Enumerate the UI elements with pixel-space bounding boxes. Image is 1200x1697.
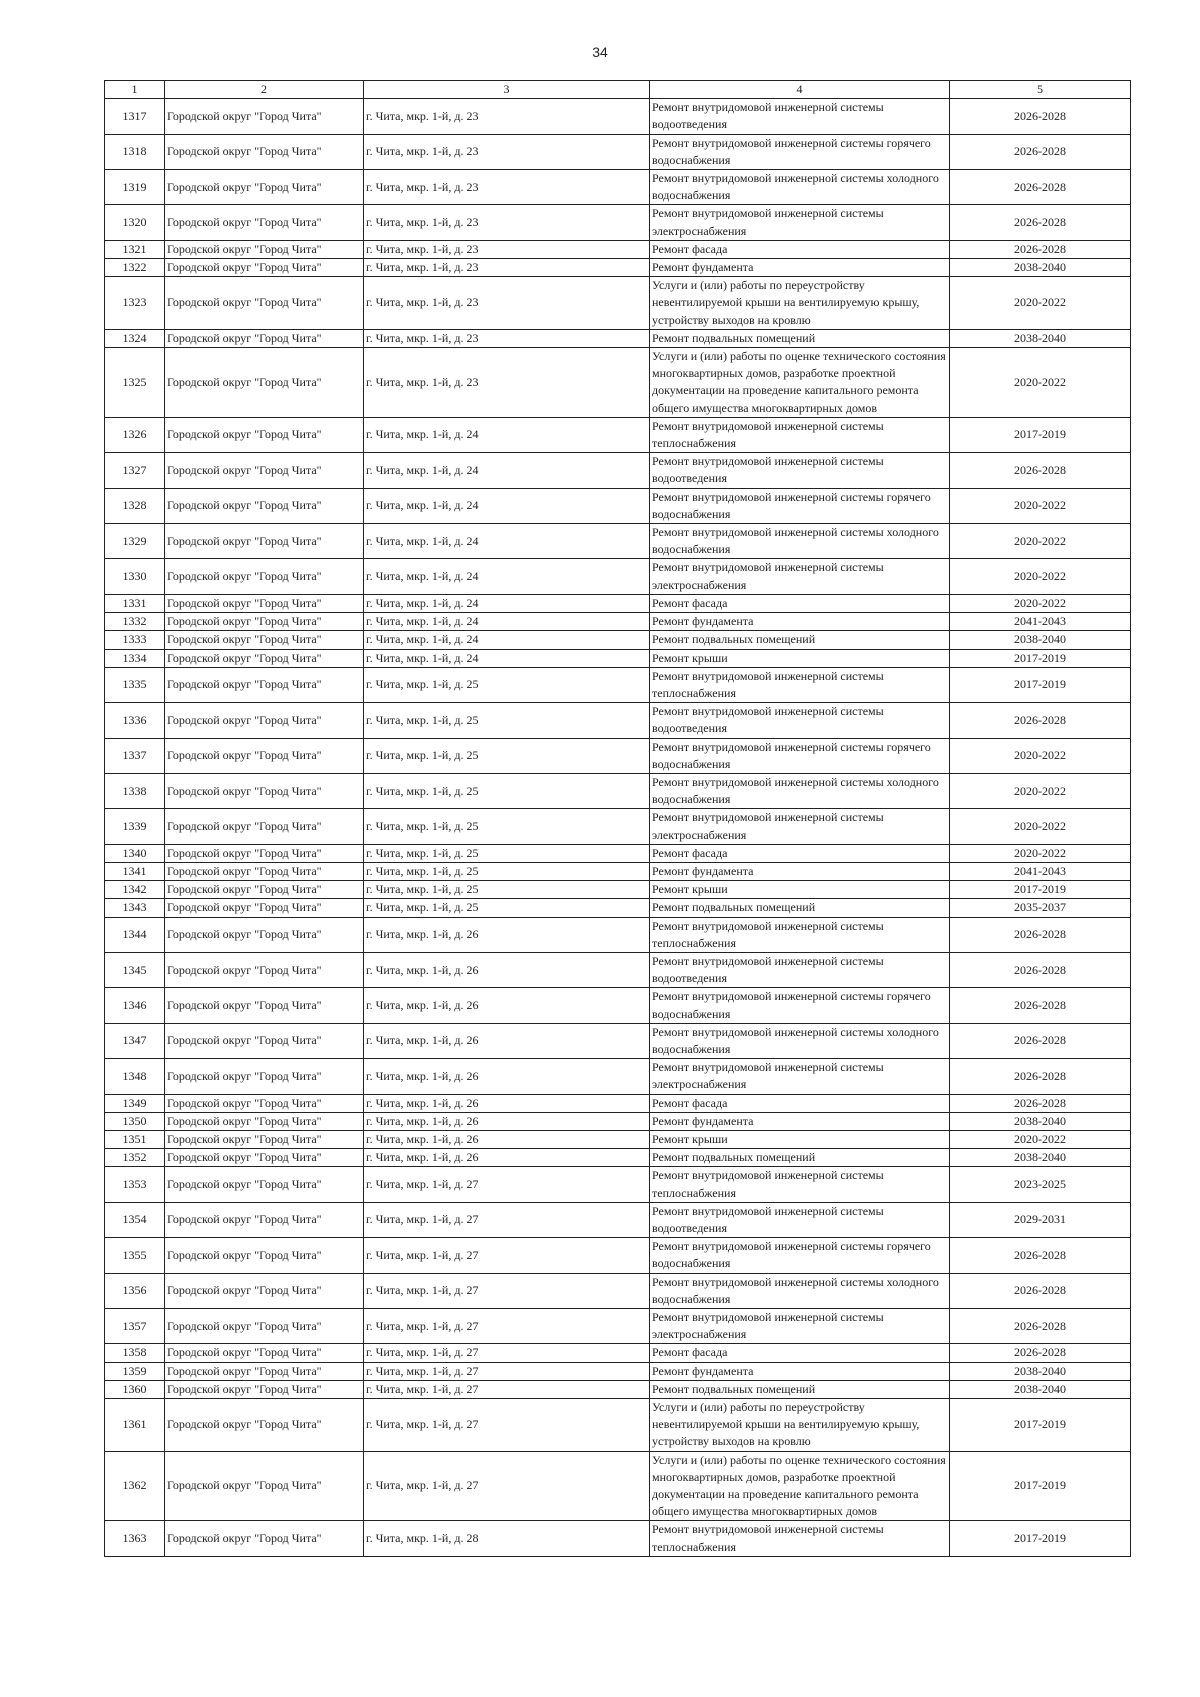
address: г. Чита, мкр. 1-й, д. 25 (364, 899, 650, 917)
row-number: 1323 (105, 277, 165, 330)
municipality: Городской округ "Город Чита" (165, 1399, 364, 1452)
row-number: 1337 (105, 738, 165, 773)
table-row (105, 205, 1131, 240)
work-type: Ремонт внутридомовой инженерной системы теплоснабжения (650, 417, 950, 452)
period: 2017-2019 (950, 1521, 1131, 1556)
page-number: 34 (592, 44, 608, 60)
period: 2026-2028 (950, 988, 1131, 1023)
address: г. Чита, мкр. 1-й, д. 25 (364, 738, 650, 773)
row-number: 1353 (105, 1167, 165, 1202)
municipality: Городской округ "Город Чита" (165, 594, 364, 612)
table-row (105, 613, 1131, 631)
period: 2041-2043 (950, 613, 1131, 631)
table-row (105, 1059, 1131, 1094)
address: г. Чита, мкр. 1-й, д. 23 (364, 240, 650, 258)
row-number: 1360 (105, 1380, 165, 1398)
work-type: Ремонт фундамента (650, 1362, 950, 1380)
table-row (105, 703, 1131, 738)
table-row (105, 1238, 1131, 1273)
address: г. Чита, мкр. 1-й, д. 23 (364, 329, 650, 347)
address: г. Чита, мкр. 1-й, д. 23 (364, 134, 650, 169)
period: 2020-2022 (950, 844, 1131, 862)
municipality: Городской округ "Город Чита" (165, 773, 364, 808)
address: г. Чита, мкр. 1-й, д. 27 (364, 1344, 650, 1362)
municipality: Городской округ "Город Чита" (165, 259, 364, 277)
work-type: Ремонт внутридомовой инженерной системы горячего водоснабжения (650, 134, 950, 169)
work-type: Ремонт подвальных помещений (650, 631, 950, 649)
table-row (105, 348, 1131, 418)
municipality: Городской округ "Город Чита" (165, 703, 364, 738)
municipality: Городской округ "Город Чита" (165, 952, 364, 987)
row-number: 1341 (105, 862, 165, 880)
period: 2017-2019 (950, 667, 1131, 702)
period: 2017-2019 (950, 1399, 1131, 1452)
table-row (105, 1273, 1131, 1308)
address: г. Чита, мкр. 1-й, д. 26 (364, 1149, 650, 1167)
period: 2026-2028 (950, 170, 1131, 205)
work-type: Ремонт внутридомовой инженерной системы теплоснабжения (650, 667, 950, 702)
municipality: Городской округ "Город Чита" (165, 1521, 364, 1556)
table-row (105, 649, 1131, 667)
municipality: Городской округ "Город Чита" (165, 1149, 364, 1167)
work-type: Ремонт внутридомовой инженерной системы горячего водоснабжения (650, 1238, 950, 1273)
table-row (105, 738, 1131, 773)
column-header: 1 (105, 81, 165, 99)
work-type: Ремонт подвальных помещений (650, 329, 950, 347)
period: 2026-2028 (950, 1023, 1131, 1058)
period: 2020-2022 (950, 348, 1131, 418)
table-row (105, 1399, 1131, 1452)
table-row (105, 862, 1131, 880)
period: 2026-2028 (950, 703, 1131, 738)
address: г. Чита, мкр. 1-й, д. 27 (364, 1167, 650, 1202)
column-header: 5 (950, 81, 1131, 99)
address: г. Чита, мкр. 1-й, д. 24 (364, 594, 650, 612)
row-number: 1334 (105, 649, 165, 667)
address: г. Чита, мкр. 1-й, д. 26 (364, 1094, 650, 1112)
row-number: 1361 (105, 1399, 165, 1452)
municipality: Городской округ "Город Чита" (165, 1130, 364, 1148)
municipality: Городской округ "Город Чита" (165, 559, 364, 594)
address: г. Чита, мкр. 1-й, д. 24 (364, 559, 650, 594)
table-row (105, 329, 1131, 347)
address: г. Чита, мкр. 1-й, д. 25 (364, 809, 650, 844)
address: г. Чита, мкр. 1-й, д. 25 (364, 667, 650, 702)
period: 2020-2022 (950, 738, 1131, 773)
municipality: Городской округ "Город Чита" (165, 613, 364, 631)
table-row (105, 844, 1131, 862)
work-type: Ремонт фасада (650, 1094, 950, 1112)
table-row (105, 1167, 1131, 1202)
municipality: Городской округ "Город Чита" (165, 1238, 364, 1273)
address: г. Чита, мкр. 1-й, д. 26 (364, 917, 650, 952)
address: г. Чита, мкр. 1-й, д. 23 (364, 99, 650, 134)
table-row (105, 667, 1131, 702)
row-number: 1359 (105, 1362, 165, 1380)
period: 2020-2022 (950, 594, 1131, 612)
address: г. Чита, мкр. 1-й, д. 24 (364, 649, 650, 667)
work-type: Ремонт внутридомовой инженерной системы водоотведения (650, 952, 950, 987)
address: г. Чита, мкр. 1-й, д. 26 (364, 988, 650, 1023)
municipality: Городской округ "Город Чита" (165, 862, 364, 880)
table-row (105, 631, 1131, 649)
municipality: Городской округ "Город Чита" (165, 899, 364, 917)
row-number: 1322 (105, 259, 165, 277)
row-number: 1356 (105, 1273, 165, 1308)
address: г. Чита, мкр. 1-й, д. 25 (364, 844, 650, 862)
period: 2020-2022 (950, 488, 1131, 523)
work-type: Ремонт фундамента (650, 613, 950, 631)
row-number: 1363 (105, 1521, 165, 1556)
municipality: Городской округ "Город Чита" (165, 170, 364, 205)
address: г. Чита, мкр. 1-й, д. 27 (364, 1238, 650, 1273)
work-type: Ремонт подвальных помещений (650, 1380, 950, 1398)
work-type: Ремонт внутридомовой инженерной системы электроснабжения (650, 1059, 950, 1094)
row-number: 1362 (105, 1451, 165, 1521)
address: г. Чита, мкр. 1-й, д. 23 (364, 348, 650, 418)
table-row (105, 488, 1131, 523)
address: г. Чита, мкр. 1-й, д. 27 (364, 1309, 650, 1344)
address: г. Чита, мкр. 1-й, д. 28 (364, 1521, 650, 1556)
period: 2026-2028 (950, 1094, 1131, 1112)
row-number: 1330 (105, 559, 165, 594)
period: 2017-2019 (950, 1451, 1131, 1521)
period: 2026-2028 (950, 205, 1131, 240)
work-type: Ремонт подвальных помещений (650, 1149, 950, 1167)
address: г. Чита, мкр. 1-й, д. 23 (364, 170, 650, 205)
municipality: Городской округ "Город Чита" (165, 1362, 364, 1380)
work-type: Ремонт фасада (650, 844, 950, 862)
table-row (105, 881, 1131, 899)
municipality: Городской округ "Город Чита" (165, 524, 364, 559)
row-number: 1355 (105, 1238, 165, 1273)
work-type: Ремонт крыши (650, 1130, 950, 1148)
municipality: Городской округ "Город Чита" (165, 1273, 364, 1308)
table-row (105, 1451, 1131, 1521)
municipality: Городской округ "Город Чита" (165, 649, 364, 667)
municipality: Городской округ "Город Чита" (165, 1167, 364, 1202)
work-type: Ремонт внутридомовой инженерной системы горячего водоснабжения (650, 488, 950, 523)
municipality: Городской округ "Город Чита" (165, 277, 364, 330)
period: 2020-2022 (950, 559, 1131, 594)
work-type: Ремонт внутридомовой инженерной системы электроснабжения (650, 205, 950, 240)
works-table (104, 80, 1131, 1557)
period: 2026-2028 (950, 240, 1131, 258)
row-number: 1354 (105, 1202, 165, 1237)
period: 2020-2022 (950, 1130, 1131, 1148)
address: г. Чита, мкр. 1-й, д. 24 (364, 488, 650, 523)
row-number: 1346 (105, 988, 165, 1023)
row-number: 1324 (105, 329, 165, 347)
table-header-row (105, 81, 1131, 99)
period: 2026-2028 (950, 1238, 1131, 1273)
row-number: 1351 (105, 1130, 165, 1148)
table-row (105, 99, 1131, 134)
row-number: 1345 (105, 952, 165, 987)
municipality: Городской округ "Город Чита" (165, 240, 364, 258)
municipality: Городской округ "Город Чита" (165, 1023, 364, 1058)
municipality: Городской округ "Город Чита" (165, 1451, 364, 1521)
period: 2026-2028 (950, 99, 1131, 134)
table-row (105, 1149, 1131, 1167)
address: г. Чита, мкр. 1-й, д. 25 (364, 881, 650, 899)
row-number: 1344 (105, 917, 165, 952)
work-type: Ремонт крыши (650, 649, 950, 667)
address: г. Чита, мкр. 1-й, д. 24 (364, 524, 650, 559)
table-row (105, 809, 1131, 844)
table-row (105, 952, 1131, 987)
work-type: Ремонт внутридомовой инженерной системы холодного водоснабжения (650, 524, 950, 559)
municipality: Городской округ "Город Чита" (165, 988, 364, 1023)
address: г. Чита, мкр. 1-й, д. 27 (364, 1362, 650, 1380)
municipality: Городской округ "Город Чита" (165, 1059, 364, 1094)
period: 2020-2022 (950, 773, 1131, 808)
table-row (105, 259, 1131, 277)
row-number: 1329 (105, 524, 165, 559)
address: г. Чита, мкр. 1-й, д. 27 (364, 1451, 650, 1521)
table-row (105, 134, 1131, 169)
period: 2038-2040 (950, 1380, 1131, 1398)
work-type: Услуги и (или) работы по оценке технического состояния многоквартирных домов, разработке проектной документации на проведение капитального ремонта общего имущества многоквартирных домов (650, 348, 950, 418)
row-number: 1332 (105, 613, 165, 631)
address: г. Чита, мкр. 1-й, д. 24 (364, 613, 650, 631)
row-number: 1339 (105, 809, 165, 844)
row-number: 1349 (105, 1094, 165, 1112)
period: 2038-2040 (950, 1362, 1131, 1380)
table-row (105, 1023, 1131, 1058)
row-number: 1321 (105, 240, 165, 258)
period: 2026-2028 (950, 453, 1131, 488)
municipality: Городской округ "Город Чита" (165, 1344, 364, 1362)
work-type: Ремонт внутридомовой инженерной системы водоотведения (650, 703, 950, 738)
row-number: 1350 (105, 1112, 165, 1130)
period: 2029-2031 (950, 1202, 1131, 1237)
address: г. Чита, мкр. 1-й, д. 27 (364, 1202, 650, 1237)
period: 2038-2040 (950, 1112, 1131, 1130)
work-type: Ремонт внутридомовой инженерной системы горячего водоснабжения (650, 988, 950, 1023)
table-row (105, 1362, 1131, 1380)
row-number: 1331 (105, 594, 165, 612)
municipality: Городской округ "Город Чита" (165, 631, 364, 649)
work-type: Ремонт внутридомовой инженерной системы холодного водоснабжения (650, 1023, 950, 1058)
address: г. Чита, мкр. 1-й, д. 23 (364, 259, 650, 277)
table-row (105, 594, 1131, 612)
period: 2017-2019 (950, 417, 1131, 452)
period: 2041-2043 (950, 862, 1131, 880)
municipality: Городской округ "Город Чита" (165, 417, 364, 452)
period: 2026-2028 (950, 1059, 1131, 1094)
period: 2026-2028 (950, 1273, 1131, 1308)
table-row (105, 899, 1131, 917)
period: 2038-2040 (950, 1149, 1131, 1167)
row-number: 1352 (105, 1149, 165, 1167)
work-type: Услуги и (или) работы по переустройству невентилируемой крыши на вентилируемую крышу, устройству выходов на кровлю (650, 1399, 950, 1452)
table-row (105, 170, 1131, 205)
work-type: Ремонт крыши (650, 881, 950, 899)
table-row (105, 277, 1131, 330)
table-row (105, 773, 1131, 808)
municipality: Городской округ "Город Чита" (165, 348, 364, 418)
table-row (105, 1202, 1131, 1237)
municipality: Городской округ "Город Чита" (165, 329, 364, 347)
work-type: Ремонт фундамента (650, 259, 950, 277)
table-row (105, 417, 1131, 452)
municipality: Городской округ "Город Чита" (165, 99, 364, 134)
work-type: Услуги и (или) работы по оценке технического состояния многоквартирных домов, разработке проектной документации на проведение капитального ремонта общего имущества многоквартирных домов (650, 1451, 950, 1521)
address: г. Чита, мкр. 1-й, д. 27 (364, 1273, 650, 1308)
address: г. Чита, мкр. 1-й, д. 26 (364, 1112, 650, 1130)
row-number: 1318 (105, 134, 165, 169)
work-type: Ремонт фасада (650, 240, 950, 258)
municipality: Городской округ "Город Чита" (165, 738, 364, 773)
period: 2035-2037 (950, 899, 1131, 917)
table-row (105, 524, 1131, 559)
address: г. Чита, мкр. 1-й, д. 25 (364, 773, 650, 808)
period: 2038-2040 (950, 631, 1131, 649)
address: г. Чита, мкр. 1-й, д. 26 (364, 1130, 650, 1148)
work-type: Услуги и (или) работы по переустройству невентилируемой крыши на вентилируемую крышу, устройству выходов на кровлю (650, 277, 950, 330)
municipality: Городской округ "Город Чита" (165, 453, 364, 488)
address: г. Чита, мкр. 1-й, д. 24 (364, 631, 650, 649)
work-type: Ремонт фасада (650, 1344, 950, 1362)
table-row (105, 240, 1131, 258)
work-type: Ремонт внутридомовой инженерной системы водоотведения (650, 99, 950, 134)
row-number: 1327 (105, 453, 165, 488)
row-number: 1319 (105, 170, 165, 205)
table-row (105, 1380, 1131, 1398)
municipality: Городской округ "Город Чита" (165, 205, 364, 240)
period: 2038-2040 (950, 259, 1131, 277)
row-number: 1347 (105, 1023, 165, 1058)
table-row (105, 917, 1131, 952)
period: 2020-2022 (950, 809, 1131, 844)
address: г. Чита, мкр. 1-й, д. 26 (364, 1059, 650, 1094)
municipality: Городской округ "Город Чита" (165, 134, 364, 169)
work-type: Ремонт фундамента (650, 862, 950, 880)
work-type: Ремонт фасада (650, 594, 950, 612)
row-number: 1348 (105, 1059, 165, 1094)
row-number: 1342 (105, 881, 165, 899)
period: 2023-2025 (950, 1167, 1131, 1202)
address: г. Чита, мкр. 1-й, д. 23 (364, 277, 650, 330)
row-number: 1336 (105, 703, 165, 738)
period: 2020-2022 (950, 277, 1131, 330)
work-type: Ремонт внутридомовой инженерной системы горячего водоснабжения (650, 738, 950, 773)
row-number: 1325 (105, 348, 165, 418)
row-number: 1358 (105, 1344, 165, 1362)
work-type: Ремонт внутридомовой инженерной системы водоотведения (650, 1202, 950, 1237)
period: 2017-2019 (950, 649, 1131, 667)
address: г. Чита, мкр. 1-й, д. 27 (364, 1380, 650, 1398)
row-number: 1333 (105, 631, 165, 649)
table-row (105, 559, 1131, 594)
period: 2026-2028 (950, 134, 1131, 169)
municipality: Городской округ "Город Чита" (165, 809, 364, 844)
period: 2026-2028 (950, 1344, 1131, 1362)
row-number: 1328 (105, 488, 165, 523)
municipality: Городской округ "Город Чита" (165, 1094, 364, 1112)
address: г. Чита, мкр. 1-й, д. 25 (364, 703, 650, 738)
table-row (105, 988, 1131, 1023)
address: г. Чита, мкр. 1-й, д. 24 (364, 453, 650, 488)
address: г. Чита, мкр. 1-й, д. 26 (364, 1023, 650, 1058)
column-header: 3 (364, 81, 650, 99)
work-type: Ремонт внутридомовой инженерной системы электроснабжения (650, 809, 950, 844)
table-row (105, 1130, 1131, 1148)
municipality: Городской округ "Город Чита" (165, 1112, 364, 1130)
table-row (105, 1112, 1131, 1130)
period: 2017-2019 (950, 881, 1131, 899)
address: г. Чита, мкр. 1-й, д. 25 (364, 862, 650, 880)
municipality: Городской округ "Город Чита" (165, 1309, 364, 1344)
address: г. Чита, мкр. 1-й, д. 27 (364, 1399, 650, 1452)
work-type: Ремонт внутридомовой инженерной системы электроснабжения (650, 559, 950, 594)
period: 2026-2028 (950, 1309, 1131, 1344)
work-type: Ремонт внутридомовой инженерной системы водоотведения (650, 453, 950, 488)
row-number: 1357 (105, 1309, 165, 1344)
table-row (105, 1344, 1131, 1362)
work-type: Ремонт внутридомовой инженерной системы теплоснабжения (650, 1167, 950, 1202)
period: 2038-2040 (950, 329, 1131, 347)
work-type: Ремонт внутридомовой инженерной системы холодного водоснабжения (650, 773, 950, 808)
row-number: 1338 (105, 773, 165, 808)
municipality: Городской округ "Город Чита" (165, 1202, 364, 1237)
municipality: Городской округ "Город Чита" (165, 667, 364, 702)
municipality: Городской округ "Город Чита" (165, 844, 364, 862)
address: г. Чита, мкр. 1-й, д. 24 (364, 417, 650, 452)
row-number: 1320 (105, 205, 165, 240)
work-type: Ремонт внутридомовой инженерной системы электроснабжения (650, 1309, 950, 1344)
municipality: Городской округ "Город Чита" (165, 917, 364, 952)
address: г. Чита, мкр. 1-й, д. 26 (364, 952, 650, 987)
municipality: Городской округ "Город Чита" (165, 881, 364, 899)
work-type: Ремонт фундамента (650, 1112, 950, 1130)
municipality: Городской округ "Город Чита" (165, 488, 364, 523)
row-number: 1317 (105, 99, 165, 134)
column-header: 4 (650, 81, 950, 99)
table-row (105, 453, 1131, 488)
row-number: 1326 (105, 417, 165, 452)
address: г. Чита, мкр. 1-й, д. 23 (364, 205, 650, 240)
row-number: 1340 (105, 844, 165, 862)
period: 2020-2022 (950, 524, 1131, 559)
column-header: 2 (165, 81, 364, 99)
period: 2026-2028 (950, 952, 1131, 987)
municipality: Городской округ "Город Чита" (165, 1380, 364, 1398)
table-row (105, 1309, 1131, 1344)
work-type: Ремонт подвальных помещений (650, 899, 950, 917)
table-row (105, 1521, 1131, 1556)
row-number: 1343 (105, 899, 165, 917)
work-type: Ремонт внутридомовой инженерной системы холодного водоснабжения (650, 170, 950, 205)
row-number: 1335 (105, 667, 165, 702)
period: 2026-2028 (950, 917, 1131, 952)
work-type: Ремонт внутридомовой инженерной системы теплоснабжения (650, 1521, 950, 1556)
work-type: Ремонт внутридомовой инженерной системы холодного водоснабжения (650, 1273, 950, 1308)
table-row (105, 1094, 1131, 1112)
work-type: Ремонт внутридомовой инженерной системы теплоснабжения (650, 917, 950, 952)
